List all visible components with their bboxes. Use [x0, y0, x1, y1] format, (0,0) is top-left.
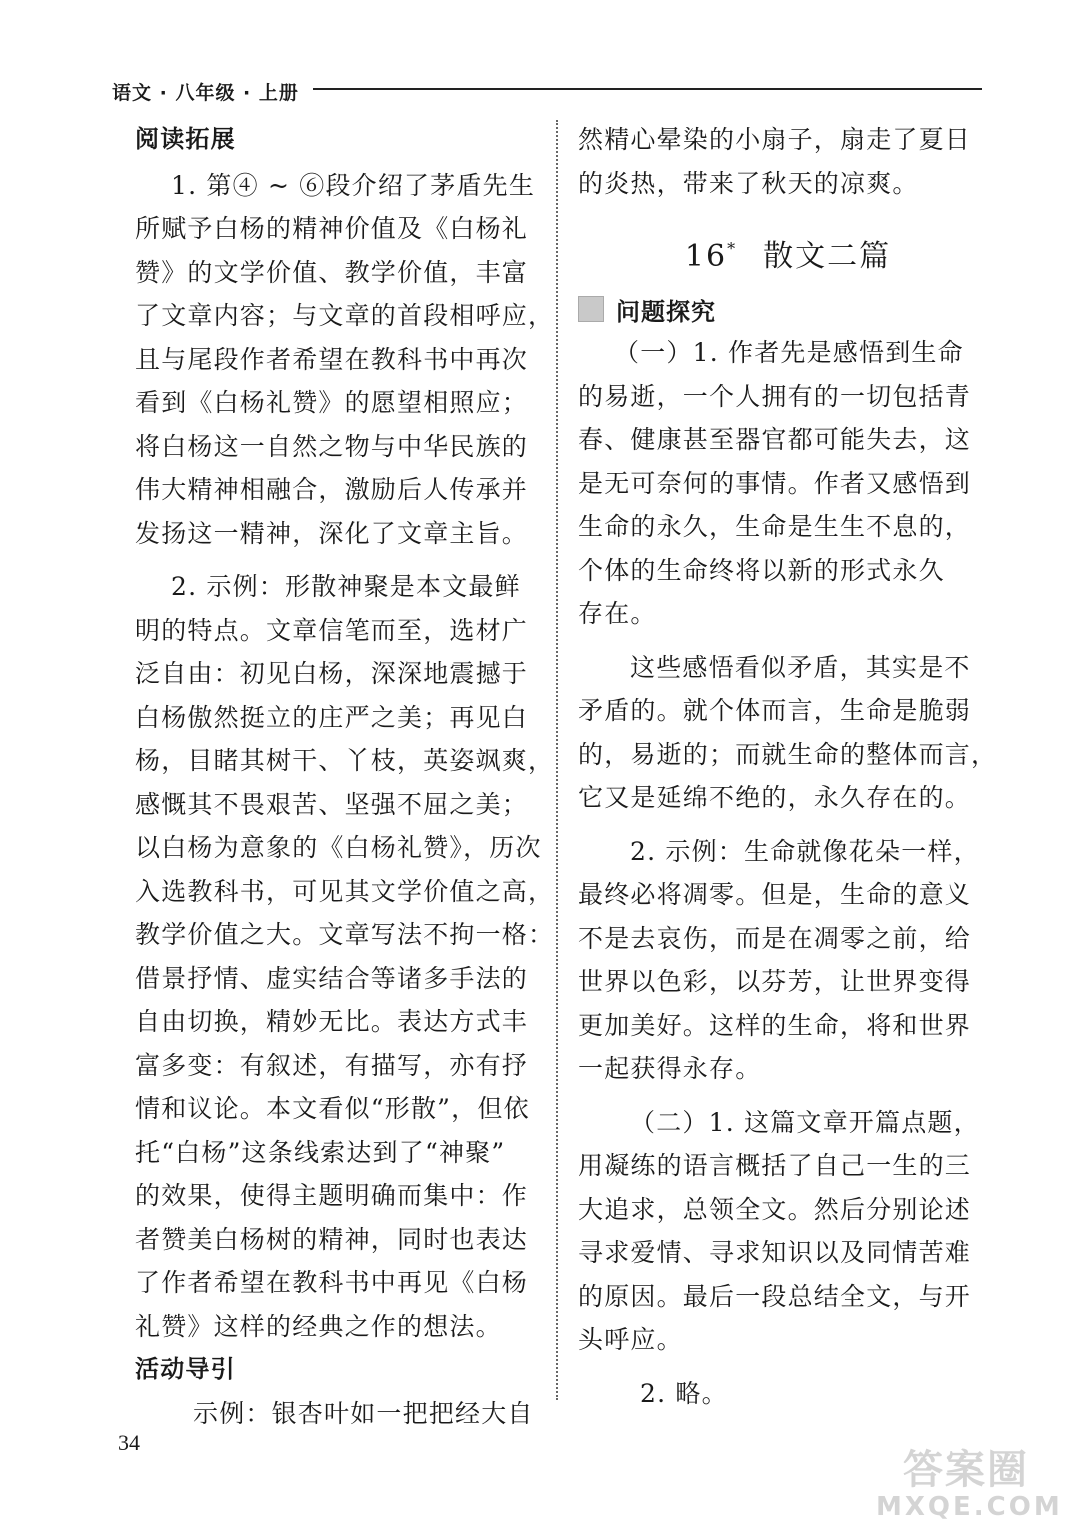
self-study-star: * — [727, 239, 738, 258]
page-number: 34 — [118, 1430, 140, 1455]
text-line: 矛盾的。就个体而言，生命是脆弱 — [578, 696, 972, 725]
text-line: 示例：银杏叶如一把把经大自 — [193, 1398, 534, 1428]
lesson-number: 16* — [684, 239, 738, 274]
text-line: 大追求，总领全文。然后分别论述 — [578, 1194, 972, 1224]
section-title-activity-guide: 活动导引 — [135, 1355, 236, 1383]
text-line: 春、健康甚至器官都可能失去，这 — [578, 425, 972, 454]
text-line: 这些感悟看似矛盾，其实是不 — [630, 652, 971, 682]
right-paragraph-3 — [578, 830, 998, 1091]
text-line: 了作者希望在教科书中再见《白杨 — [135, 1268, 529, 1297]
text-line: 所赋予白杨的精神价值及《白杨礼 — [135, 214, 529, 243]
text-line: 赞》的文学价值、教学价值，丰富 — [135, 257, 529, 287]
column-divider — [556, 120, 558, 1400]
text-line: 看到《白杨礼赞》的愿望相照应； — [135, 388, 529, 417]
text-line: 2. 略。 — [640, 1378, 728, 1408]
text-line: 者赞美白杨树的精神，同时也表达 — [135, 1224, 529, 1254]
text-line: 泛自由：初见白杨，深深地震撼于 — [135, 659, 529, 688]
text-line: 教学价值之大。文章写法不拘一格： — [135, 920, 555, 949]
text-line: 明的特点。文章信笔而至，选材广 — [135, 615, 529, 645]
text-line: 托“白杨”这条线索达到了“神聚” — [135, 1137, 506, 1167]
question-exploration-label: 问题探究 — [616, 297, 716, 326]
text-line: 了文章内容；与文章的首段相呼应， — [135, 301, 555, 330]
text-line: 个体的生命终将以新的形式永久 — [578, 555, 945, 585]
right-paragraph-4 — [578, 1101, 998, 1362]
right-paragraph-5 — [578, 1372, 998, 1416]
text-line: 用凝练的语言概括了自己一生的三 — [578, 1151, 972, 1180]
text-line: 存在。 — [578, 599, 657, 628]
text-line: 的效果，使得主题明确而集中：作 — [135, 1181, 529, 1210]
right-paragraph-2 — [578, 646, 998, 820]
book-title: 语文 · 八年级 · 上册 — [112, 81, 299, 104]
text-line: 礼赞》这样的经典之作的想法。 — [135, 1311, 502, 1341]
square-bullet-icon — [578, 296, 604, 322]
text-line: 世界以色彩，以芬芳，让世界变得 — [578, 967, 972, 996]
text-line: 发扬这一精神，深化了文章主旨。 — [135, 518, 529, 548]
left-paragraph-2 — [135, 565, 555, 1348]
text-line: 2. 示例：生命就像花朵一样， — [630, 836, 980, 866]
text-line: （二）1. 这篇文章开篇点题， — [630, 1107, 980, 1137]
header-rule — [313, 88, 982, 90]
text-line: 将白杨这一自然之物与中华民族的 — [135, 431, 529, 461]
text-line: 感慨其不畏艰苦、坚强不屈之美； — [135, 789, 529, 819]
running-header — [112, 76, 982, 106]
text-line: 白杨傲然挺立的庄严之美；再见白 — [135, 702, 529, 732]
text-line: 的炎热，带来了秋天的凉爽。 — [578, 168, 919, 198]
text-line: 且与尾段作者希望在教科书中再次 — [135, 344, 529, 374]
watermark-logo: 答案圈 MXQE.COM — [876, 1447, 1063, 1522]
right-paragraph-1 — [578, 331, 998, 636]
lesson-heading — [578, 219, 998, 279]
text-line: 的易逝，一个人拥有的一切包括青 — [578, 381, 972, 411]
text-line: 更加美好。这样的生命，将和世界 — [578, 1010, 972, 1040]
text-line: 最终必将凋零。但是，生命的意义 — [578, 880, 972, 909]
text-line: 一起获得永存。 — [578, 1054, 762, 1083]
text-line: （一）1. 作者先是感悟到生命 — [614, 338, 964, 367]
text-line: 头呼应。 — [578, 1325, 683, 1354]
text-line: 以白杨为意象的《白杨礼赞》，历次 — [135, 833, 542, 862]
right-column — [578, 118, 998, 1415]
text-line: 自由切换，精妙无比。表达方式丰 — [135, 1007, 529, 1036]
text-line: 情和议论。本文看似“形散”，但依 — [135, 1094, 530, 1123]
text-line: 是无可奈何的事情。作者又感悟到 — [578, 468, 972, 498]
text-line: 富多变：有叙述，有描写，亦有抒 — [135, 1050, 529, 1080]
text-line: 2. 示例：形散神聚是本文最鲜 — [171, 572, 521, 601]
lesson-title: 散文二篇 — [763, 239, 892, 274]
section-title-reading-extension: 阅读拓展 — [135, 125, 236, 153]
text-line: 寻求爱情、寻求知识以及同情苦难 — [578, 1238, 972, 1267]
text-line: 入选教科书，可见其文学价值之高， — [135, 876, 555, 906]
text-line: 的，易逝的；而就生命的整体而言， — [578, 739, 998, 769]
text-line: 杨，目睹其树干、丫枝，英姿飒爽， — [135, 746, 555, 775]
text-line: 不是去哀伤，而是在凋零之前，给 — [578, 923, 972, 953]
left-column — [135, 118, 555, 1435]
text-line: 借景抒情、虚实结合等诸多手法的 — [135, 963, 529, 993]
left-paragraph-1 — [135, 162, 555, 556]
text-line: 的原因。最后一段总结全文，与开 — [578, 1281, 972, 1311]
text-line: 1. 第④ ~ ⑥段介绍了茅盾先生 — [171, 170, 536, 200]
text-line: 它又是延绵不绝的，永久存在的。 — [578, 783, 972, 812]
text-line: 伟大精神相融合，激励后人传承并 — [135, 475, 529, 504]
text-line: 生命的永久，生命是生生不息的， — [578, 512, 972, 541]
text-line: 然精心晕染的小扇子，扇走了夏日 — [578, 125, 972, 154]
question-exploration-title — [578, 287, 998, 331]
